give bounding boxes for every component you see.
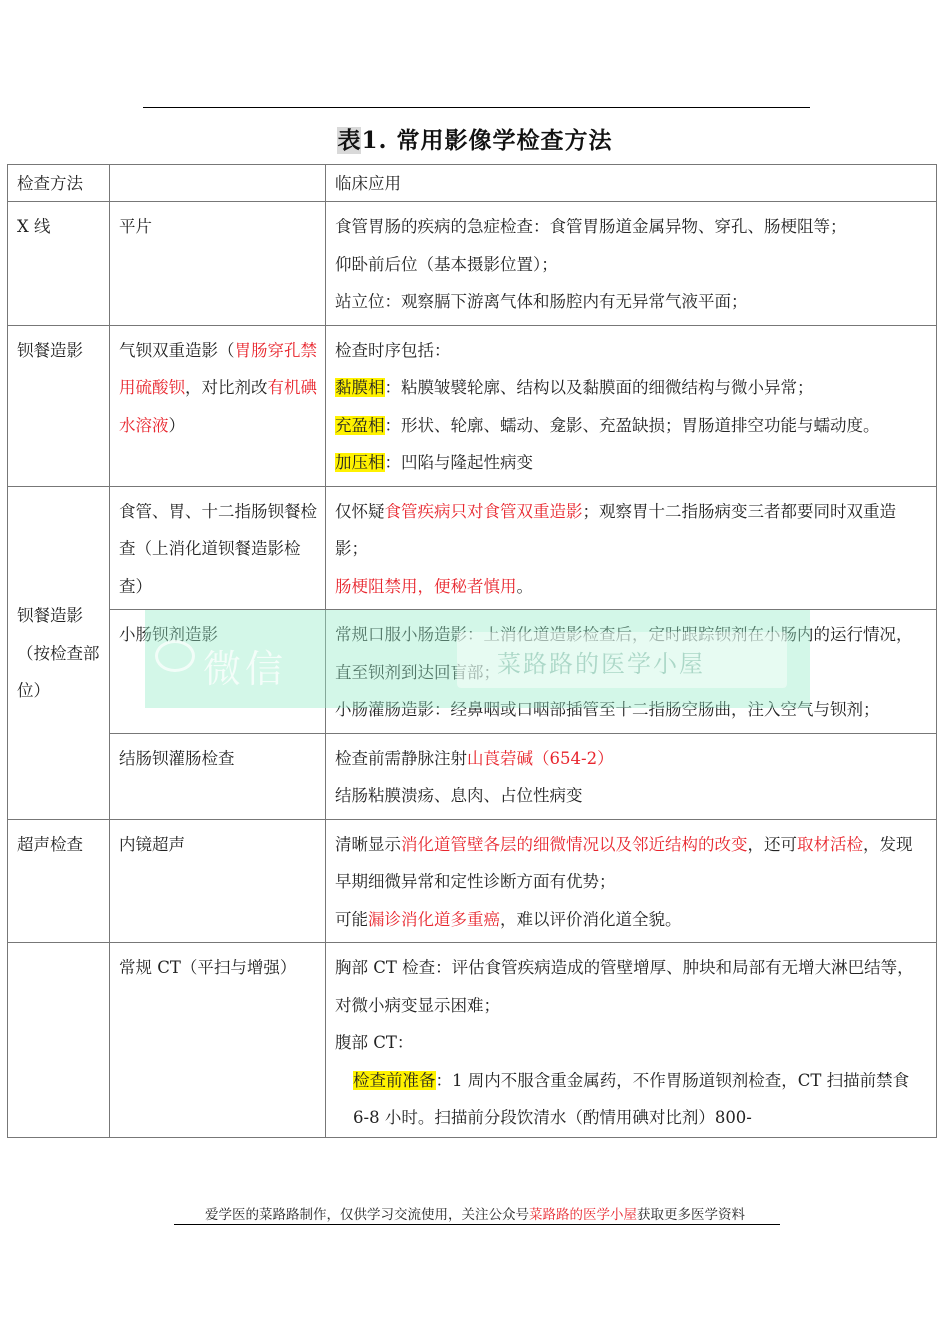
upper-gi-l1-b: 食管疾病只对食管双重造影 [384,501,583,521]
compression-phase-label: 加压相 [335,453,385,472]
watermark-left-text: 微信 [203,647,288,691]
ct-prep-text: ：1 周内不服含重金属药，不作胃肠道钡剂检查，CT 扫描前禁食 6-8 小时。扫描前分段饮清水（酌情用碘对比剂）800- [353,1070,910,1127]
table-row-ct [8,943,937,1138]
xray-sub: 平片 [110,202,326,326]
xray-line-1: 食管胃肠的疾病的急症检查：食管胃肠道金属异物、穿孔、肠梗阻等； [335,217,847,236]
watermark-right-text: 菜路路的医学小屋 [497,650,705,678]
upper-gi-l2-a: 肠梗阻禁用，便秘者慎用 [335,576,517,596]
upper-gi-l2-b: 。 [516,576,533,596]
ct-line-1: 胸部 CT 检查：评估食管疾病造成的管壁增厚、肿块和局部有无增大淋巴结等，对微小病变显示困难； [335,958,914,1015]
bottom-rule [174,1224,780,1225]
colon-enema-line-2: 结肠粘膜溃疡、息肉、占位性病变 [335,786,583,805]
compression-phase-text: ：凹陷与隆起性病变 [384,453,533,472]
table-row-barium-double [8,325,937,486]
barium1-sub [110,325,326,486]
barium2-method-text: 钡餐造影（按检查部位） [17,606,100,701]
table-row-ultrasound [8,819,937,943]
small-bowel-line-1: 常规口服小肠造影：上消化道造影检查后，定时跟踪钡剂在小肠内的运行情况，直至钡剂到达回盲部； [335,625,913,682]
small-bowel-line-2: 小肠灌肠造影：经鼻咽或口咽部插管至十二指肠空肠曲，注入空气与钡剂； [335,700,880,719]
small-bowel-sub: 小肠钡剂造影 [110,610,326,734]
footer-text-after: 获取更多医学资料 [637,1207,745,1222]
barium1-line-1: 检查时序包括： [335,340,451,360]
us-l2-b: 漏诊消化道多重癌 [368,909,500,929]
header-application: 临床应用 [326,165,937,202]
upper-gi-sub: 食管、胃、十二指肠钡餐检查（上消化道钡餐造影检查） [110,486,326,610]
barium1-line-2 [335,369,928,407]
mucosal-phase-label: 黏膜相 [335,378,385,397]
barium1-method: 钡餐造影 [8,325,110,486]
us-l1-b: 消化道管壁各层的细微情况以及邻近结构的改变 [401,834,748,854]
barium1-sub-c: ，对比剂改 [185,378,268,397]
ultrasound-method: 超声检查 [8,819,110,943]
us-l1-c: ，还可 [747,834,797,854]
page-title [0,122,950,155]
barium1-sub-a: 气钡双重造影（ [119,340,235,360]
ultrasound-line-2 [335,901,928,939]
us-l2-a: 可能 [335,909,368,929]
table-header-row [8,165,937,202]
ct-sub: 常规 CT（平扫与增强） [110,943,326,1138]
ultrasound-line-1 [335,826,928,901]
footer-text-before: 爱学医的菜路路制作，仅供学习交流使用，关注公众号 [205,1207,529,1222]
colon-enema-line-1 [335,740,928,778]
header-method: 检查方法 [8,165,110,202]
filling-phase-text: ：形状、轮廓、蠕动、龛影、充盈缺损；胃肠道排空功能与蠕动度。 [384,415,880,435]
mucosal-phase-text: ：粘膜皱襞轮廓、结构以及黏膜面的细微结构与微小异常； [384,378,814,397]
xray-line-3: 站立位：观察膈下游离气体和肠腔内有无异常气液平面； [335,292,748,311]
barium1-sub-d: 有机碘水溶液 [119,378,317,435]
table-row-colon-enema [8,733,937,819]
upper-gi-l1-a: 仅怀疑 [335,501,385,521]
barium1-sub-e: ） [168,415,185,435]
colon-l1-a: 检查前需静脉注射 [335,748,467,768]
colon-enema-application [326,733,937,819]
small-bowel-application [326,610,937,734]
ct-line-2: 腹部 CT： [335,1033,414,1052]
title-text: 1. 常用影像学检查方法 [361,127,613,154]
footer-account-link[interactable]: 菜路路的医学小屋 [529,1207,637,1222]
barium1-line-4 [335,444,928,482]
title-prefix: 表 [337,127,362,154]
xray-method: X 线 [8,202,110,326]
colon-enema-sub: 结肠钡灌肠检查 [110,733,326,819]
barium1-application [326,325,937,486]
ct-line-3 [335,1062,928,1137]
barium1-sub-b: 胃肠穿孔禁用硫酸钡 [119,340,317,397]
upper-gi-application [326,486,937,610]
table-row-xray [8,202,937,326]
top-rule [143,107,810,108]
ct-application [326,943,937,1138]
xray-line-2: 仰卧前后位（基本摄影位置）； [335,254,558,274]
upper-gi-line-1 [335,493,928,568]
ct-method [8,943,110,1138]
ultrasound-sub: 内镜超声 [110,819,326,943]
upper-gi-line-2 [335,568,928,606]
us-l2-c: ，难以评价消化道全貌。 [500,909,682,929]
header-sub [110,165,326,202]
imaging-methods-table [7,164,937,1138]
page-footer [0,1203,950,1223]
filling-phase-label: 充盈相 [335,415,385,435]
us-l1-d: 取材活检 [797,834,863,854]
table-row-barium-upper-gi [8,486,937,610]
xray-application [326,202,937,326]
barium1-line-3 [335,407,928,445]
us-l1-e: ，发现早期细微异常和定性诊断方面有优势； [335,834,913,891]
table-row-small-bowel [8,610,937,734]
us-l1-a: 清晰显示 [335,834,401,854]
colon-l1-b: 山莨菪碱（654-2） [467,748,614,768]
ultrasound-application [326,819,937,943]
barium2-method [8,486,110,819]
upper-gi-l1-c: ；观察胃十二指肠病变三者都要同时双重造影； [335,501,896,558]
ct-prep-label: 检查前准备 [353,1070,436,1090]
